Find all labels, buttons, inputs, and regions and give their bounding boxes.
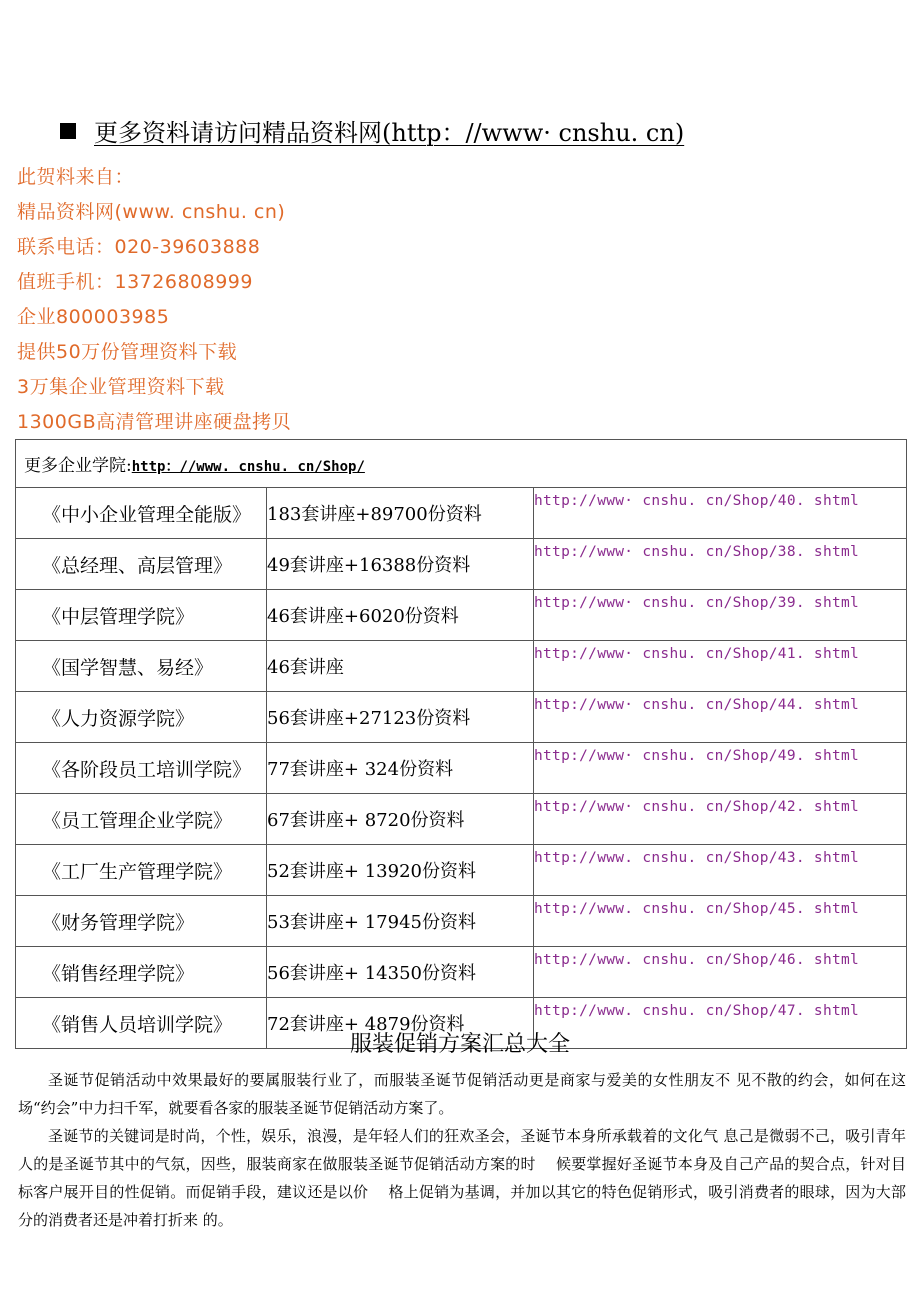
course-content: 49套讲座+16388份资料 [267, 539, 534, 590]
course-content: 53套讲座+ 17945份资料 [267, 896, 534, 947]
catalog-header-label: 更多企业学院: [24, 456, 132, 476]
course-content: 183套讲座+89700份资料 [267, 488, 534, 539]
document-title: 服装促销方案汇总大全 [349, 1032, 570, 1057]
course-name: 《工厂生产管理学院》 [16, 845, 267, 896]
table-row [16, 641, 907, 692]
table-row [16, 947, 907, 998]
course-link[interactable]: http://www· cnshu. cn/Shop/41. shtml [534, 641, 907, 692]
square-bullet-icon [60, 123, 76, 139]
course-name: 《各阶段员工培训学院》 [16, 743, 267, 794]
table-row [16, 590, 907, 641]
course-link[interactable]: http://www. cnshu. cn/Shop/45. shtml [534, 896, 907, 947]
header-title [60, 113, 684, 148]
course-content: 56套讲座+27123份资料 [267, 692, 534, 743]
header-title-text[interactable]: 更多资料请访问精品资料网(http：//www· cnshu. cn) [94, 119, 685, 147]
contact-line: 此贺料来自： [17, 166, 135, 188]
course-content: 46套讲座+6020份资料 [267, 590, 534, 641]
course-name: 《中层管理学院》 [16, 590, 267, 641]
contact-line: 值班手机：13726808999 [17, 271, 253, 293]
course-content: 46套讲座 [267, 641, 534, 692]
table-row [16, 743, 907, 794]
course-name: 《财务管理学院》 [16, 896, 267, 947]
table-row [16, 794, 907, 845]
course-link[interactable]: http://www· cnshu. cn/Shop/44. shtml [534, 692, 907, 743]
course-content: 77套讲座+ 324份资料 [267, 743, 534, 794]
contact-line: 联系电话：020-39603888 [17, 236, 261, 258]
course-content: 52套讲座+ 13920份资料 [267, 845, 534, 896]
course-name: 《国学智慧、易经》 [16, 641, 267, 692]
contact-line: 企业800003985 [17, 306, 170, 328]
course-content: 72套讲座+ 4879份资料 [267, 998, 534, 1049]
contact-block [17, 160, 291, 440]
course-link[interactable]: http://www. cnshu. cn/Shop/43. shtml [534, 845, 907, 896]
contact-line: 3万集企业管理资料下载 [17, 376, 225, 398]
course-link[interactable]: http://www· cnshu. cn/Shop/39. shtml [534, 590, 907, 641]
course-name: 《总经理、高层管理》 [16, 539, 267, 590]
table-row [16, 488, 907, 539]
contact-line: 精品资料网(www. cnshu. cn) [17, 201, 286, 223]
course-content: 56套讲座+ 14350份资料 [267, 947, 534, 998]
paragraph: 圣诞节促销活动中效果最好的要属服装行业了，而服装圣诞节促销活动更是商家与爱美的女性朋友不 见不散的约会，如何在这场“约会”中力扫千军，就要看各家的服装圣诞节促销活动方案了。 [18, 1071, 906, 1117]
table-row [16, 692, 907, 743]
catalog-header-link[interactable]: http：//www. cnshu. cn/Shop/ [131, 459, 365, 475]
course-link[interactable]: http://www· cnshu. cn/Shop/38. shtml [534, 539, 907, 590]
course-name: 《人力资源学院》 [16, 692, 267, 743]
contact-line: 提供50万份管理资料下载 [17, 341, 238, 363]
course-name: 《销售人员培训学院》 [16, 998, 267, 1049]
table-row [16, 896, 907, 947]
course-content: 67套讲座+ 8720份资料 [267, 794, 534, 845]
table-row [16, 539, 907, 590]
catalog-table [15, 439, 907, 1049]
table-row [16, 845, 907, 896]
course-link[interactable]: http://www. cnshu. cn/Shop/47. shtml [534, 998, 907, 1049]
catalog-header [16, 440, 907, 488]
course-name: 《中小企业管理全能版》 [16, 488, 267, 539]
course-name: 《员工管理企业学院》 [16, 794, 267, 845]
contact-line: 1300GB高清管理讲座硬盘拷贝 [17, 411, 292, 433]
course-link[interactable]: http://www. cnshu. cn/Shop/46. shtml [534, 947, 907, 998]
course-link[interactable]: http://www· cnshu. cn/Shop/40. shtml [534, 488, 907, 539]
course-name: 《销售经理学院》 [16, 947, 267, 998]
paragraph: 圣诞节的关键词是时尚，个性，娱乐，浪漫，是年轻人们的狂欢圣会，圣诞节本身所承载着的文化气 息己是微弱不己，吸引青年人的是圣诞节其中的气氛，因些，服装商家在做服装圣诞节促销活动方案的时 候要掌握好圣诞节本身及自己产品的契合点，针对目标客户展开目的性促销。而促销手段，建议还是以价 格上促销为基调，并加以其它的特色促销形式，吸引消费者的眼球，因为大部分的消费者还是冲着打折来 的。 [18, 1127, 906, 1229]
course-link[interactable]: http://www· cnshu. cn/Shop/49. shtml [534, 743, 907, 794]
course-link[interactable]: http://www· cnshu. cn/Shop/42. shtml [534, 794, 907, 845]
